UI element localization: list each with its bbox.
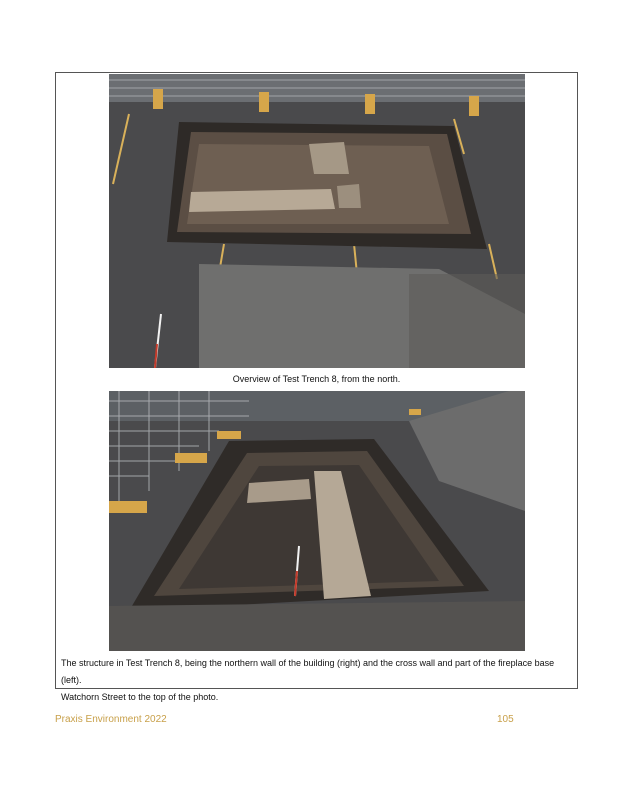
figure-frame bbox=[55, 72, 578, 702]
figure1-caption: Overview of Test Trench 8, from the north. bbox=[232, 374, 401, 384]
figure2-caption bbox=[61, 655, 573, 706]
figure2-caption-line1: The structure in Test Trench 8, being the northern wall of the building (right) and the cross wall and part of the fireplace base (left). bbox=[61, 658, 555, 685]
footer-organisation: Praxis Environment 2022 bbox=[55, 714, 167, 725]
trench-overview-photo bbox=[109, 74, 525, 368]
footer-page-number: 105 bbox=[497, 714, 514, 725]
figure2-caption-line2: Watchorn Street to the top of the photo. bbox=[61, 692, 219, 702]
trench-structure-photo bbox=[109, 391, 525, 651]
